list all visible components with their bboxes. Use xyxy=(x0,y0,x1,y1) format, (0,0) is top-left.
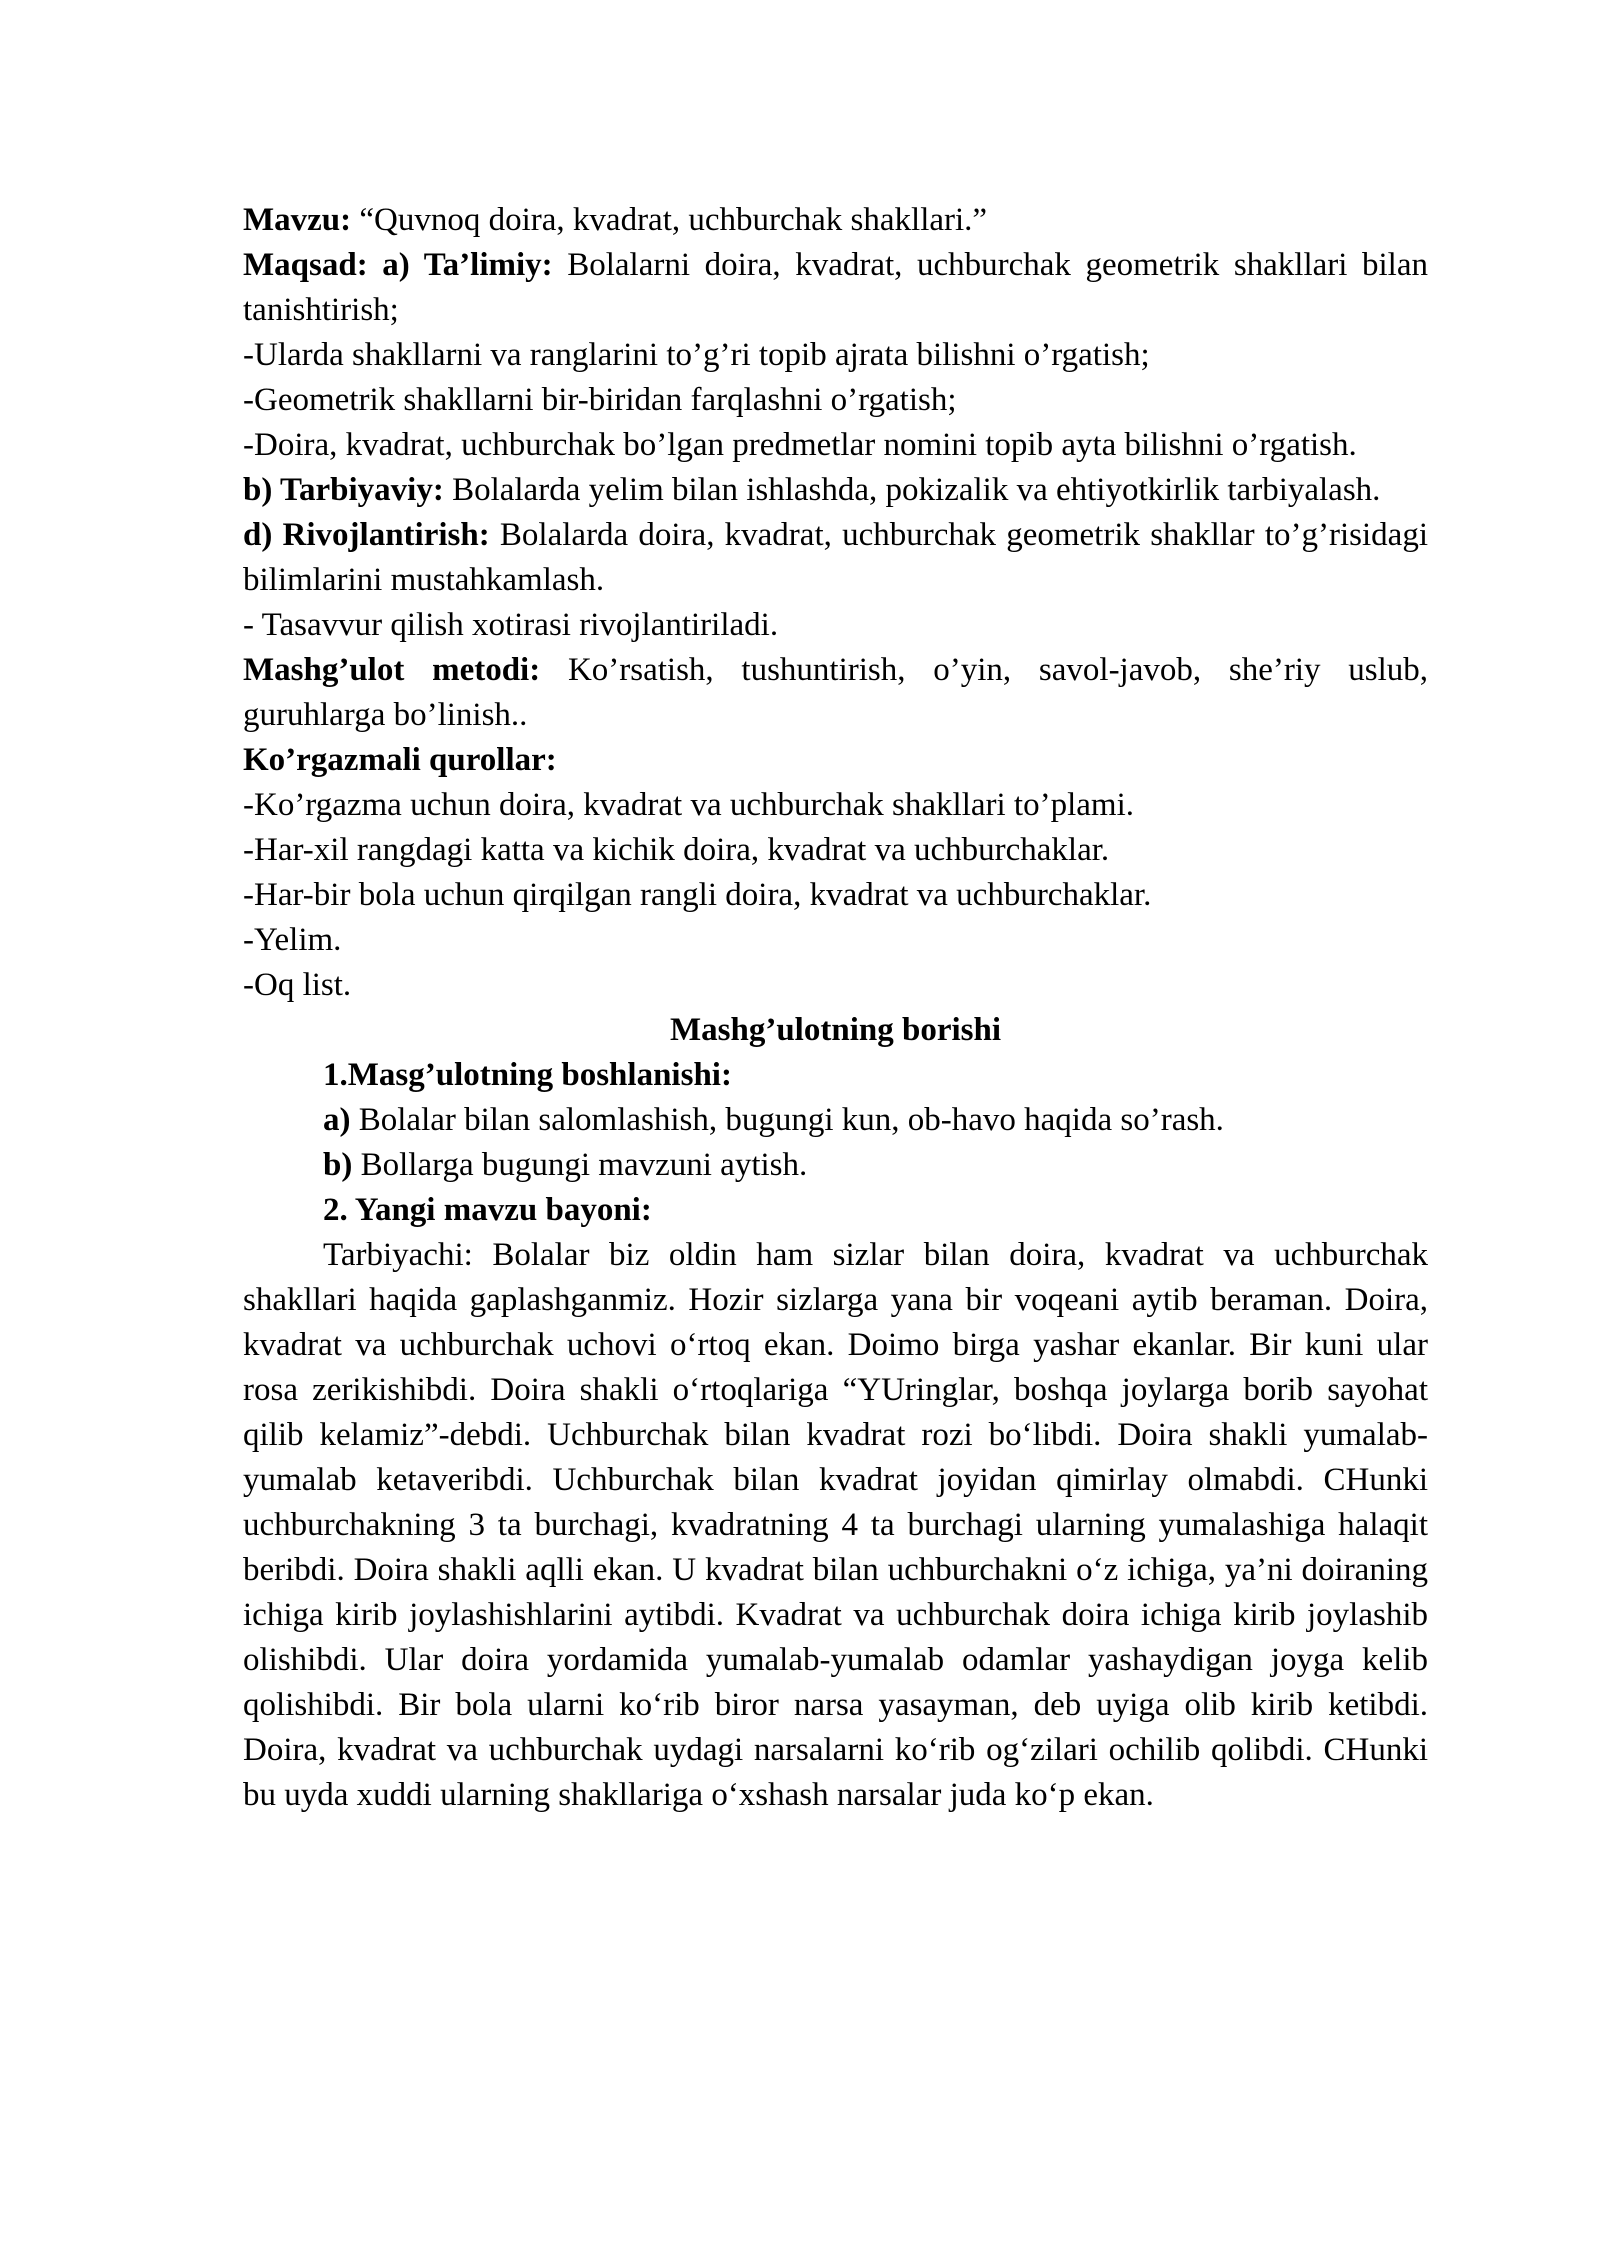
mavzu-label: Mavzu: xyxy=(243,202,352,238)
paragraph-tasavvur: - Tasavvur qilish xotirasi rivojlantiriladi. xyxy=(243,607,779,643)
goal-line-1: -Ularda shakllarni va ranglarini to’g’ri topib ajrata bilishni o’rgatish; xyxy=(243,337,1150,373)
maqsad-text: Bolalarni doira, kvadrat, uchburchak geometrik shakllari bilan tanishtirish; xyxy=(243,247,1428,328)
paragraph-metod xyxy=(243,648,1428,738)
qurol-line-5: -Oq list. xyxy=(243,967,352,1003)
mavzu-text: “Quvnoq doira, kvadrat, uchburchak shakllari.” xyxy=(351,202,988,238)
part1-item-b xyxy=(243,1143,1428,1188)
qurol-line-3: -Har-bir bola uchun qirqilgan rangli doira, kvadrat va uchburchaklar. xyxy=(243,877,1152,913)
rivojlantirish-text: Bolalarda doira, kvadrat, uchburchak geometrik shakllar to’g’risidagi bilimlarini mustahkamlash. xyxy=(243,517,1428,598)
part1-item-b-label: b) xyxy=(323,1147,353,1183)
part1-item-a-text: Bolalar bilan salomlashish, bugungi kun, ob-havo haqida so’rash. xyxy=(350,1102,1224,1138)
goal-line-2: -Geometrik shakllarni bir-biridan farqlashni o’rgatish; xyxy=(243,382,957,418)
paragraph-rivojlantirish xyxy=(243,513,1428,603)
maqsad-label: Maqsad: a) Ta’limiy: xyxy=(243,247,553,283)
rivojlantirish-label: d) Rivojlantirish: xyxy=(243,517,490,553)
paragraph-maqsad xyxy=(243,243,1428,333)
goal-line-3: -Doira, kvadrat, uchburchak bo’lgan predmetlar nomini topib ayta bilishni o’rgatish. xyxy=(243,427,1357,463)
qurol-line-2: -Har-xil rangdagi katta va kichik doira, kvadrat va uchburchaklar. xyxy=(243,832,1110,868)
paragraph-mavzu xyxy=(243,198,1428,243)
paragraph-tarbiyaviy xyxy=(243,468,1428,513)
part2-title: 2. Yangi mavzu bayoni: xyxy=(323,1192,652,1228)
part1-item-b-text: Bollarga bugungi mavzuni aytish. xyxy=(352,1147,808,1183)
metod-text: Ko’rsatish, tushuntirish, o’yin, savol-javob, she’riy uslub, guruhlarga bo’linish.. xyxy=(243,652,1428,733)
qurollar-heading: Ko’rgazmali qurollar: xyxy=(243,742,557,778)
tarbiyaviy-text: Bolalarda yelim bilan ishlashda, pokizalik va ehtiyotkirlik tarbiyalash. xyxy=(443,472,1381,508)
section-heading: Mashg’ulotning borishi xyxy=(670,1012,1001,1048)
tarbiyaviy-label: b) Tarbiyaviy: xyxy=(243,472,444,508)
qurol-line-4: -Yelim. xyxy=(243,922,342,958)
metod-label: Mashg’ulot metodi: xyxy=(243,652,541,688)
part1-title: 1.Masg’ulotning boshlanishi: xyxy=(323,1057,732,1093)
part1-item-a-label: a) xyxy=(323,1102,351,1138)
part2-body: Tarbiyachi: Bolalar biz oldin ham sizlar bilan doira, kvadrat va uchburchak shakllari haqida gaplashganmiz. Hozir sizlarga yana bir voqeani aytib beraman. Doira, kvadrat va uchburchak uchovi o‘rtoq ekan. Doimo birga yashar ekanlar. Bir kuni ular rosa zerikishibdi. Doira shakli o‘rtoqlariga “YUringlar, boshqa joylarga borib sayohat qilib kelamiz”-debdi. Uchburchak bilan kvadrat rozi bo‘libdi. Doira shakli yumalab-yumalab ketaveribdi. Uchburchak bilan kvadrat joyidan qimirlay olmabdi. CHunki uchburchakning 3 ta burchagi, kvadratning 4 ta burchagi ularning yumalashiga halaqit beribdi. Doira shakli aqlli ekan. U kvadrat bilan uchburchakni o‘z ichiga, ya’ni doiraning ichiga kirib joylashishlarini aytibdi. Kvadrat va uchburchak doira ichiga kirib joylashib olishibdi. Ular doira yordamida yumalab-yumalab odamlar yashaydigan joyga kelib qolishibdi. Bir bola ularni ko‘rib biror narsa yasayman, deb uyiga olib kirib ketibdi. Doira, kvadrat va uchburchak uydagi narsalarni ko‘rib og‘zilari ochilib qolibdi. CHunki bu uyda xuddi ularning shakllariga o‘xshash narsalar juda ko‘p ekan. xyxy=(243,1237,1428,1813)
part1-item-a xyxy=(243,1098,1428,1143)
qurol-line-1: -Ko’rgazma uchun doira, kvadrat va uchburchak shakllari to’plami. xyxy=(243,787,1134,823)
